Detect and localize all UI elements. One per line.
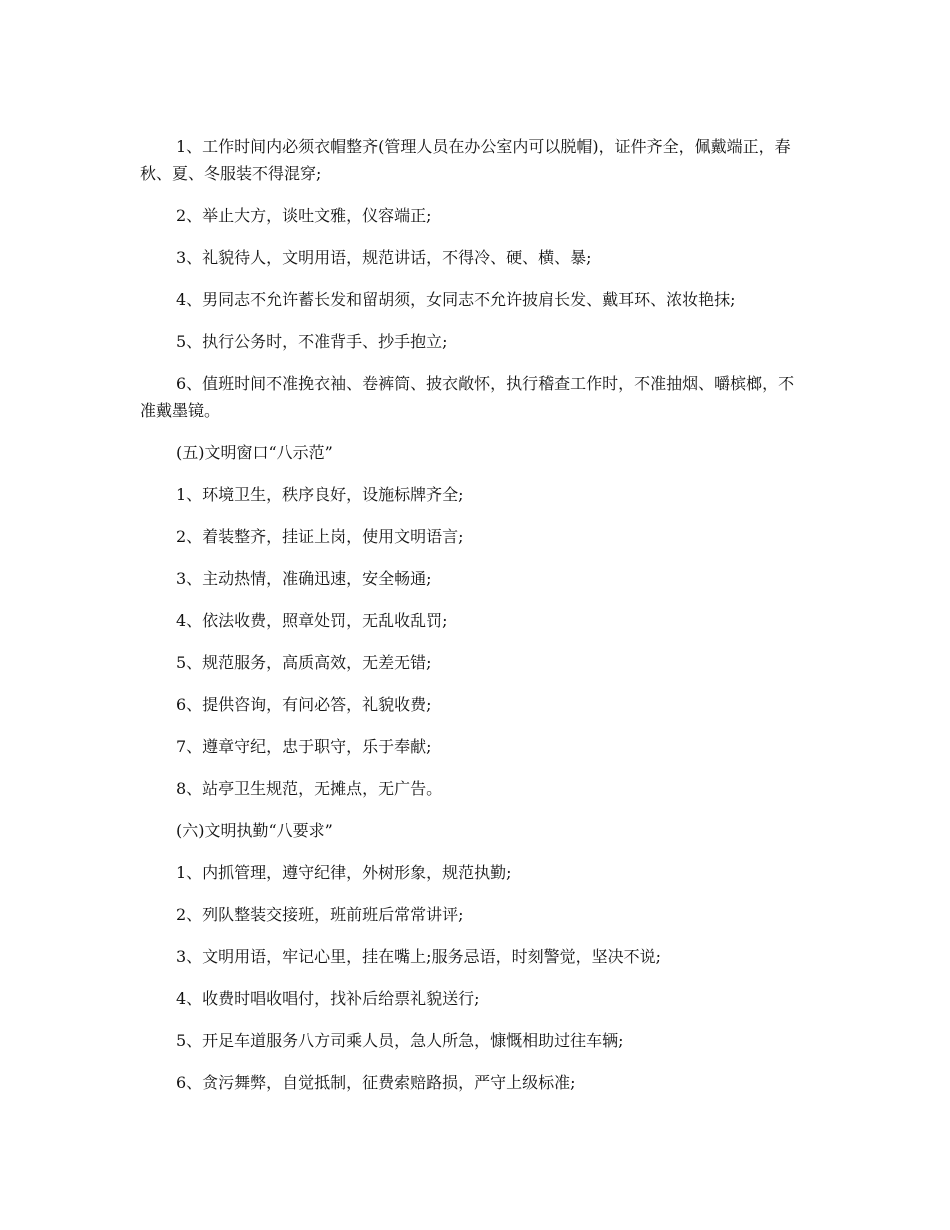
paragraph: 6、值班时间不准挽衣袖、卷裤筒、披衣敞怀，执行稽查工作时，不准抽烟、嚼槟榔，不准戴墨镜。 bbox=[140, 374, 795, 420]
paragraph: 4、依法收费，照章处罚，无乱收乱罚; bbox=[176, 611, 448, 630]
paragraph: 2、举止大方，谈吐文雅，仪容端正; bbox=[176, 206, 432, 225]
paragraph: 1、工作时间内必须衣帽整齐(管理人员在办公室内可以脱帽)，证件齐全，佩戴端正，春秋、夏、冬服装不得混穿; bbox=[140, 137, 791, 183]
paragraph: 6、提供咨询，有问必答，礼貌收费; bbox=[176, 695, 432, 714]
paragraph: 3、礼貌待人，文明用语，规范讲话，不得冷、硬、横、暴; bbox=[176, 248, 592, 267]
paragraph: 3、文明用语，牢记心里，挂在嘴上;服务忌语，时刻警觉，坚决不说; bbox=[176, 947, 661, 966]
paragraph: 2、列队整装交接班，班前班后常常讲评; bbox=[176, 905, 464, 924]
paragraph: 7、遵章守纪，忠于职守，乐于奉献; bbox=[176, 737, 432, 756]
paragraph: 8、站亭卫生规范，无摊点，无广告。 bbox=[176, 779, 443, 798]
paragraph: 5、开足车道服务八方司乘人员，急人所急，慷慨相助过往车辆; bbox=[176, 1031, 624, 1050]
section-heading: (五)文明窗口“八示范” bbox=[176, 443, 333, 462]
section-heading: (六)文明执勤“八要求” bbox=[176, 821, 333, 840]
paragraph: 5、规范服务，高质高效，无差无错; bbox=[176, 653, 432, 672]
paragraph: 1、内抓管理，遵守纪律，外树形象，规范执勤; bbox=[176, 863, 512, 882]
paragraph: 3、主动热情，准确迅速，安全畅通; bbox=[176, 569, 432, 588]
document-body bbox=[140, 133, 810, 1111]
paragraph: 2、着装整齐，挂证上岗，使用文明语言; bbox=[176, 527, 464, 546]
paragraph: 4、男同志不允许蓄长发和留胡须，女同志不允许披肩长发、戴耳环、浓妆艳抹; bbox=[176, 290, 736, 309]
paragraph: 6、贪污舞弊，自觉抵制，征费索赔路损，严守上级标准; bbox=[176, 1073, 576, 1092]
paragraph: 5、执行公务时，不准背手、抄手抱立; bbox=[176, 332, 448, 351]
paragraph: 4、收费时唱收唱付，找补后给票礼貌送行; bbox=[176, 989, 480, 1008]
paragraph: 1、环境卫生，秩序良好，设施标牌齐全; bbox=[176, 485, 464, 504]
